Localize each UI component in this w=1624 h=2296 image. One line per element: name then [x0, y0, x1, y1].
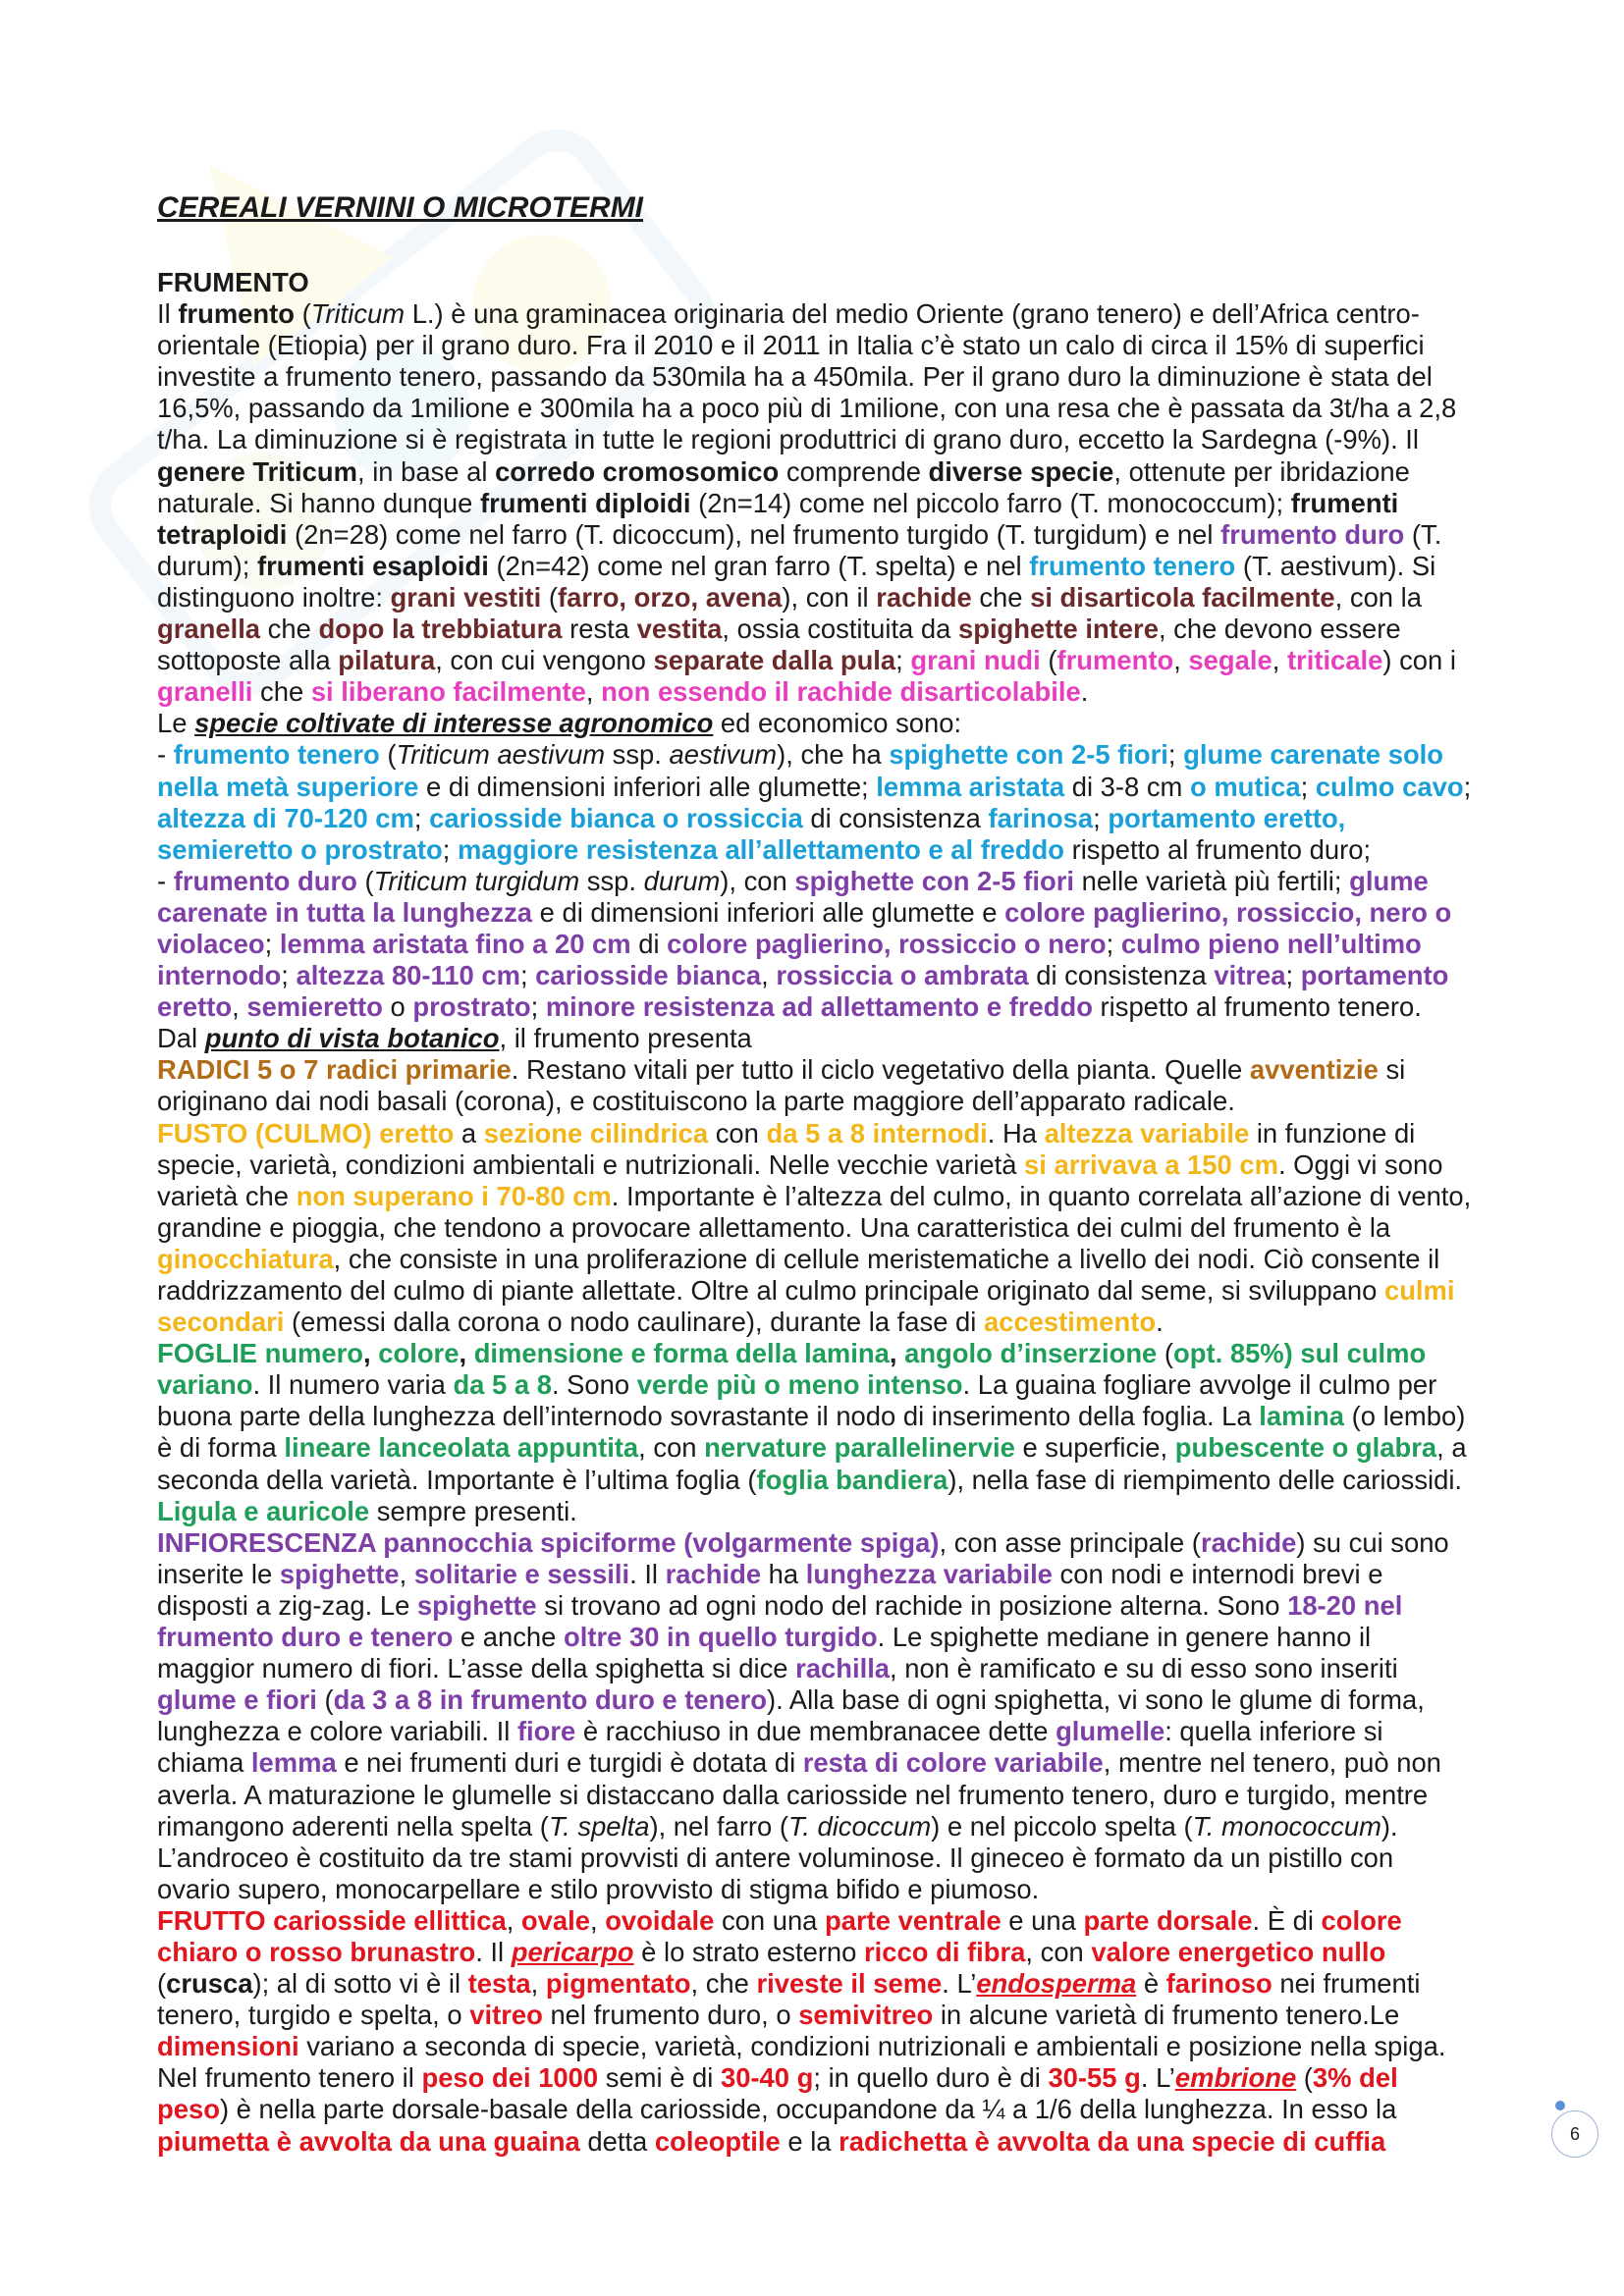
- text-run: FRUTTO cariosside ellittica: [157, 1904, 507, 1936]
- text-run: colore paglierino, rossiccio, nero o violaceo: [157, 896, 1452, 959]
- text-run: e nei frumenti duri e turgidi è dotata di: [336, 1747, 803, 1779]
- text-run: di consistenza: [1028, 960, 1215, 991]
- text-run: nervature parallelinervie: [704, 1432, 1015, 1464]
- text-run: piumetta è avvolta da una guaina: [157, 2125, 580, 2157]
- text-run: ,: [232, 991, 247, 1023]
- text-run: ,: [761, 960, 777, 991]
- text-run: ;: [530, 991, 546, 1023]
- page-title: CEREALI VERNINI O MICROTERMI: [157, 191, 644, 224]
- text-run: aestivum: [669, 739, 778, 771]
- text-run: , ossia costituita da: [722, 614, 958, 645]
- text-run: Triticum: [310, 298, 406, 330]
- text-run: 3% del peso: [157, 2062, 1398, 2125]
- text-run: , ottenute per ibridazione naturale. Si hanno dunque: [157, 455, 1410, 518]
- text-run: si arrivava a 150 cm: [1024, 1148, 1278, 1180]
- text-run: ssp.: [605, 739, 670, 771]
- text-run: avventizie: [1249, 1054, 1379, 1086]
- text-run: coleoptile: [654, 2125, 781, 2157]
- text-run: pericarpo: [511, 1936, 634, 1967]
- text-run: solitarie e sessili: [413, 1558, 630, 1589]
- text-run: -: [157, 865, 174, 896]
- text-run: : quella inferiore si chiama: [157, 1716, 1383, 1779]
- text-run: ,: [585, 676, 602, 708]
- text-run: . È di: [1252, 1904, 1322, 1936]
- paragraph: [157, 866, 1473, 1023]
- text-run: ;: [1463, 771, 1472, 802]
- text-run: che: [252, 676, 311, 708]
- text-run: -: [157, 739, 174, 771]
- text-run: ). L’androceo è costituito da tre stami provvisti di antere voluminose. Il gineceo è formato da un pistillo con ovario supero, monocarpellare e stilo provvisto di stigma bifido e piumoso.: [157, 1810, 1398, 1904]
- text-run: . Restano vitali per tutto il ciclo vegetativo della pianta. Quelle: [511, 1054, 1250, 1086]
- text-run: glume carenate solo nella metà superiore: [157, 739, 1444, 802]
- text-run: ,: [459, 1338, 474, 1369]
- text-run: spighette: [279, 1558, 400, 1589]
- text-run: ;: [519, 960, 536, 991]
- text-run: ) e nel piccolo spelta (: [931, 1810, 1193, 1842]
- text-run: T. spelta: [548, 1810, 650, 1842]
- text-run: segale: [1188, 645, 1272, 676]
- text-run: Le: [157, 708, 195, 739]
- text-run: (: [1296, 2062, 1313, 2094]
- text-run: ; in quello duro è di: [813, 2062, 1049, 2094]
- text-run: frumenti tetraploidi: [157, 487, 1399, 550]
- page-content: [157, 192, 1473, 2158]
- text-run: . La guaina fogliare avvolge il culmo per buona parte della lunghezza dell’internodo sovrastante il nodo di inserimento della foglia. La: [157, 1369, 1437, 1432]
- text-run: . Il: [475, 1936, 512, 1967]
- text-run: di consistenza: [802, 802, 989, 833]
- text-run: (T. durum);: [157, 518, 1442, 581]
- text-run: 30-40 g: [720, 2062, 814, 2094]
- text-run: con nodi e internodi brevi e disposti a zig-zag. Le: [157, 1558, 1383, 1621]
- text-run: semivitreo: [798, 2000, 934, 2031]
- text-run: e la: [780, 2125, 839, 2157]
- text-run: , con cui vengono: [435, 645, 654, 676]
- text-run: resta di colore variabile: [802, 1747, 1104, 1779]
- text-run: Ligula e auricole: [157, 1495, 370, 1526]
- paragraph: [157, 1527, 1473, 1905]
- text-run: ;: [264, 928, 280, 959]
- text-run: ;: [413, 802, 430, 833]
- text-run: ;: [1285, 960, 1301, 991]
- text-run: .: [1156, 1307, 1164, 1338]
- text-run: Triticum turgidum: [373, 865, 580, 896]
- text-run: è: [1136, 1968, 1166, 2000]
- text-run: , mentre nel tenero, può non averla. A maturazione le glumelle si distaccano dalla cariosside nel frumento tenero, duro e turgido, mentre rimangono aderenti nella spelta (: [157, 1747, 1441, 1842]
- text-run: . L’: [942, 1968, 977, 2000]
- text-run: (: [316, 1684, 334, 1716]
- text-run: minore resistenza ad allettamento e freddo: [545, 991, 1093, 1023]
- text-run: colore paglierino, rossiccio o nero: [667, 928, 1107, 959]
- text-run: che: [260, 614, 319, 645]
- section-heading: FRUMENTO: [157, 267, 309, 297]
- text-run: , che devono essere sottoposte alla: [157, 614, 1401, 676]
- text-run: rossiccia o ambrata: [776, 960, 1029, 991]
- text-run: non superano i 70-80 cm: [296, 1180, 612, 1211]
- text-run: maggiore resistenza all’allettamento e al freddo: [457, 833, 1064, 865]
- text-run: .: [1080, 676, 1089, 708]
- text-run: (2n=28) come nel farro (T. dicoccum), nel frumento turgido (T. turgidum) e nel: [287, 518, 1221, 550]
- text-run: L.) è una graminacea originaria del medio Oriente (grano tenero) e dell’Africa centro-orientale (Etiopia) per il grano duro. Fra il 2010 e il 2011 in Italia c’è stato un calo di circa il 15% di superfici investite a frumento tenero, passando da 530mila ha a 450mila. Per il grano duro la diminuzione è stata del 16,5%, passando da 1milione e 300mila ha a poco più di 1milione, con una resa che è passata da 3t/ha a 2,8 t/ha. La diminuzione si è registrata in tutte le regioni produttrici di grano duro, eccetto la Sardegna (-9%). Il: [157, 298, 1457, 455]
- text-run: ;: [281, 960, 297, 991]
- text-run: ginocchiatura: [157, 1243, 334, 1274]
- text-run: , che consiste in una proliferazione di cellule meristematiche a livello dei nodi. Ciò consente il raddrizzamento del culmo di piante allettate. Oltre al culmo principale originato dal seme, si sviluppano: [157, 1243, 1440, 1306]
- text-run: INFIORESCENZA pannocchia spiciforme (volgarmente spiga): [157, 1526, 940, 1558]
- text-run: vestita: [636, 614, 723, 645]
- text-run: ). Alla base di ogni spighetta, vi sono le glume di forma, lunghezza e colore variabili. Il: [157, 1684, 1425, 1747]
- text-run: ;: [1300, 771, 1316, 802]
- text-run: frumento: [178, 298, 295, 330]
- text-run: (: [157, 1968, 167, 2000]
- text-run: dimensioni: [157, 2031, 299, 2062]
- text-run: colore: [378, 1338, 460, 1369]
- text-run: spighette con 2-5 fiori: [889, 739, 1168, 771]
- text-run: ), nella fase di riempimento delle cariossidi.: [947, 1464, 1463, 1495]
- text-run: Triticum aestivum: [396, 739, 606, 771]
- text-run: grani nudi: [910, 645, 1041, 676]
- text-run: ,: [889, 1338, 905, 1369]
- text-run: semieretto: [246, 991, 383, 1023]
- text-run: in funzione di specie, varietà, condizioni ambientali e nutrizionali. Nelle vecchie varietà: [157, 1117, 1416, 1180]
- text-run: . Le spighette mediane in genere hanno il maggior numero di fiori. L’asse della spighetta si dice: [157, 1622, 1372, 1684]
- text-run: ;: [895, 645, 911, 676]
- text-run: detta: [579, 2125, 655, 2157]
- text-run: parte ventrale: [825, 1904, 1001, 1936]
- paragraph: [157, 1338, 1473, 1527]
- text-run: , con: [638, 1432, 705, 1464]
- text-run: embrione: [1174, 2062, 1297, 2094]
- text-run: frumento duro: [173, 865, 357, 896]
- text-run: ssp.: [579, 865, 644, 896]
- text-run: sezione cilindrica: [483, 1117, 709, 1148]
- text-run: portamento eretto: [157, 960, 1449, 1023]
- text-run: glume carenate in tutta la lunghezza: [157, 865, 1429, 928]
- text-run: glume e fiori: [157, 1684, 317, 1716]
- text-run: endosperma: [976, 1968, 1137, 2000]
- text-run: vitrea: [1214, 960, 1286, 991]
- text-run: colore chiaro o rosso brunastro: [157, 1904, 1402, 1967]
- text-run: rachide: [665, 1558, 762, 1589]
- text-run: separate dalla pula: [653, 645, 896, 676]
- text-run: frumenti esaploidi: [256, 550, 489, 581]
- text-run: e anche: [453, 1622, 565, 1653]
- text-run: . Il: [629, 1558, 666, 1589]
- text-run: ); al di sotto vi è il: [252, 1968, 468, 2000]
- text-run: (: [356, 865, 374, 896]
- text-run: non essendo il rachide disarticolabile: [601, 676, 1081, 708]
- text-run: , con la: [1334, 581, 1422, 613]
- text-run: spighette intere: [957, 614, 1159, 645]
- text-run: triticale: [1286, 645, 1383, 676]
- text-run: angolo d’inserzione: [904, 1338, 1158, 1369]
- text-run: o mutica: [1189, 771, 1301, 802]
- text-run: Dal: [157, 1023, 205, 1054]
- text-run: T. monococcum: [1192, 1810, 1381, 1842]
- text-run: in alcune varietà di frumento tenero.Le: [933, 2000, 1400, 2031]
- text-run: parte dorsale: [1083, 1904, 1253, 1936]
- text-run: lemma: [250, 1747, 337, 1779]
- text-run: Il: [157, 298, 179, 330]
- text-run: cariosside bianca: [535, 960, 762, 991]
- paragraph: [157, 1054, 1473, 1117]
- text-run: sul culmo variano: [157, 1338, 1427, 1401]
- text-run: culmi secondari: [157, 1275, 1455, 1338]
- body-text: [157, 298, 1473, 2158]
- text-run: dimensione e forma della lamina: [473, 1338, 890, 1369]
- text-run: dopo la trebbiatura: [318, 614, 563, 645]
- text-run: ,: [1173, 645, 1189, 676]
- text-run: altezza variabile: [1044, 1117, 1250, 1148]
- text-run: prostrato: [412, 991, 531, 1023]
- text-run: testa: [467, 1968, 531, 2000]
- text-run: granella: [157, 614, 261, 645]
- text-run: che: [971, 581, 1031, 613]
- text-run: corredo cromosomico: [495, 455, 780, 487]
- text-run: frumento tenero: [1029, 550, 1236, 581]
- text-run: , in base al: [356, 455, 496, 487]
- text-run: ;: [1093, 802, 1109, 833]
- text-run: , con: [1025, 1936, 1092, 1967]
- text-run: lamina: [1259, 1401, 1345, 1432]
- text-run: , a seconda della varietà. Importante è l’ultima foglia (: [157, 1432, 1467, 1495]
- text-run: e di dimensioni inferiori alle glumette;: [418, 771, 877, 802]
- text-run: . Importante è l’altezza del culmo, in quanto correlata all’azione di vento, grandine e pioggia, che tendono a provocare allettamento. Una caratteristica dei culmi del frumento è la: [157, 1180, 1472, 1243]
- text-run: ,: [399, 1558, 414, 1589]
- text-run: FUSTO (CULMO) eretto: [157, 1117, 455, 1148]
- text-run: . Ha: [987, 1117, 1045, 1148]
- text-run: frumento tenero: [173, 739, 380, 771]
- text-run: . Oggi vi sono varietà che: [157, 1148, 1443, 1211]
- text-run: 18-20 nel frumento duro e tenero: [157, 1589, 1403, 1653]
- text-run: . L’: [1140, 2062, 1175, 2094]
- text-run: resta: [562, 614, 637, 645]
- text-run: glumelle: [1056, 1716, 1165, 1747]
- text-run: (: [379, 739, 397, 771]
- text-run: lineare lanceolata appuntita: [284, 1432, 639, 1464]
- text-run: T. dicoccum: [788, 1810, 932, 1842]
- text-run: culmo pieno nell’ultimo internodo: [157, 928, 1422, 991]
- text-run: rispetto al frumento tenero.: [1092, 991, 1422, 1023]
- paragraph: [157, 1118, 1473, 1339]
- text-run: ), con il: [782, 581, 877, 613]
- text-run: . Sono: [551, 1369, 637, 1401]
- text-run: punto di vista botanico: [204, 1023, 500, 1054]
- text-run: ovoidale: [605, 1904, 715, 1936]
- text-run: (: [1040, 645, 1057, 676]
- text-run: variano a seconda di specie, varietà, condizioni nutrizionali e ambientali e posizione nella spiga. Nel frumento tenero il: [157, 2031, 1446, 2094]
- page-number-dot: [1555, 2101, 1565, 2110]
- text-run: rispetto al frumento duro;: [1063, 833, 1372, 865]
- text-run: altezza di 70-120 cm: [157, 802, 414, 833]
- text-run: ha: [761, 1558, 806, 1589]
- text-run: cariosside bianca o rossiccia: [429, 802, 803, 833]
- text-run: semi è di: [598, 2062, 721, 2094]
- text-run: portamento eretto, semieretto o prostrato: [157, 802, 1346, 865]
- text-run: farinoso: [1165, 1968, 1272, 2000]
- text-run: grani vestiti: [390, 581, 542, 613]
- text-run: accestimento: [983, 1307, 1157, 1338]
- paragraph: [157, 1023, 1473, 1054]
- paragraph: [157, 298, 1473, 708]
- text-run: (2n=14) come nel piccolo farro (T. monococcum);: [690, 487, 1291, 518]
- text-run: (2n=42) come nel gran farro (T. spelta) e nel: [488, 550, 1030, 581]
- text-run: rachide: [1200, 1526, 1297, 1558]
- text-run: durum: [643, 865, 721, 896]
- text-run: ) è nella parte dorsale-basale della cariosside, occupandone da ¼ a 1/6 della lunghezza. In esso la: [219, 2094, 1397, 2125]
- text-run: rachide: [876, 581, 972, 613]
- paragraph: [157, 708, 1473, 739]
- text-run: nel frumento duro, o: [542, 2000, 799, 2031]
- text-run: pubescente o glabra: [1174, 1432, 1437, 1464]
- text-run: da 5 a 8: [453, 1369, 552, 1401]
- text-run: con: [708, 1117, 767, 1148]
- text-run: (: [295, 298, 311, 330]
- text-run: ovale: [520, 1904, 590, 1936]
- text-run: comprende: [779, 455, 929, 487]
- paragraph: [157, 1905, 1473, 2158]
- text-run: si disarticola facilmente: [1030, 581, 1335, 613]
- text-run: lemma aristata fino a 20 cm: [279, 928, 631, 959]
- text-run: radichetta è avvolta da una specie di cuffia: [839, 2125, 1386, 2157]
- text-run: genere Triticum: [157, 455, 357, 487]
- text-run: da 5 a 8 internodi: [766, 1117, 988, 1148]
- text-run: diverse specie: [928, 455, 1114, 487]
- text-run: ,: [589, 1904, 606, 1936]
- text-run: o: [382, 991, 413, 1023]
- text-run: (: [541, 581, 559, 613]
- text-run: ,: [506, 1904, 521, 1936]
- text-run: culmo cavo: [1315, 771, 1464, 802]
- paragraph: [157, 739, 1473, 865]
- text-run: ,: [530, 1968, 546, 2000]
- text-run: ;: [442, 833, 458, 865]
- text-run: si liberano facilmente: [310, 676, 586, 708]
- text-run: 30-55 g: [1048, 2062, 1141, 2094]
- text-run: ), che ha: [777, 739, 890, 771]
- text-run: vitreo: [469, 2000, 543, 2031]
- text-run: pigmentato: [545, 1968, 691, 2000]
- text-run: , con asse principale (: [939, 1526, 1201, 1558]
- text-run: altezza 80-110 cm: [296, 960, 520, 991]
- text-run: è lo strato esterno: [633, 1936, 865, 1967]
- text-run: , il frumento presenta: [499, 1023, 752, 1054]
- text-run: peso dei 1000: [421, 2062, 599, 2094]
- text-run: e superficie,: [1014, 1432, 1175, 1464]
- text-run: spighette: [416, 1589, 537, 1621]
- text-run: frumenti diploidi: [479, 487, 691, 518]
- text-run: farinosa: [988, 802, 1094, 833]
- text-run: lunghezza variabile: [805, 1558, 1053, 1589]
- text-run: da 3 a 8 in frumento duro e tenero: [333, 1684, 767, 1716]
- text-run: di: [630, 928, 668, 959]
- text-run: nelle varietà più fertili;: [1073, 865, 1350, 896]
- text-run: ) su cui sono inserite le: [157, 1526, 1449, 1589]
- text-run: ) con i: [1382, 645, 1456, 676]
- text-run: ,: [1272, 645, 1287, 676]
- text-run: opt. 85%): [1173, 1338, 1293, 1369]
- text-run: pilatura: [338, 645, 436, 676]
- text-run: si trovano ad ogni nodo del rachide in posizione alterna. Sono: [536, 1589, 1288, 1621]
- text-run: ;: [1106, 928, 1121, 959]
- text-run: verde più o meno intenso: [636, 1369, 963, 1401]
- text-run: farro, orzo, avena: [558, 581, 783, 613]
- text-run: granelli: [157, 676, 253, 708]
- text-run: ), con: [720, 865, 795, 896]
- text-run: sempre presenti.: [369, 1495, 577, 1526]
- text-run: ricco di fibra: [864, 1936, 1026, 1967]
- text-run: spighette con 2-5 fiori: [794, 865, 1074, 896]
- text-run: riveste il seme: [756, 1968, 943, 2000]
- text-run: crusca: [166, 1968, 253, 2000]
- text-run: (o lembo) è di forma: [157, 1401, 1466, 1464]
- text-run: (emessi dalla corona o nodo caulinare), durante la fase di: [284, 1307, 984, 1338]
- text-run: foglia bandiera: [756, 1464, 948, 1495]
- text-run: a: [454, 1117, 484, 1148]
- text-run: e di dimensioni inferiori alle glumette e: [532, 896, 1005, 928]
- text-run: ), nel farro (: [649, 1810, 789, 1842]
- text-run: si originano dai nodi basali (corona), e costituiscono la parte maggiore dell’apparato radicale.: [157, 1054, 1406, 1117]
- text-run: lemma aristata: [876, 771, 1065, 802]
- text-run: è racchiuso in due membranacee dette: [575, 1716, 1056, 1747]
- text-run: ,: [363, 1338, 379, 1369]
- text-run: nei frumenti tenero, turgido e spelta, o: [157, 1968, 1421, 2031]
- text-run: , che: [690, 1968, 757, 2000]
- text-run: (T. aestivum). Si distinguono inoltre:: [157, 550, 1436, 613]
- text-run: rachilla: [795, 1653, 891, 1684]
- text-run: . Il numero varia: [252, 1369, 454, 1401]
- text-run: ;: [1167, 739, 1184, 771]
- text-run: , non è ramificato e su di esso sono inseriti: [890, 1653, 1398, 1684]
- text-run: specie coltivate di interesse agronomico: [194, 708, 714, 739]
- text-run: oltre 30 in quello turgido: [564, 1622, 878, 1653]
- text-run: di 3-8 cm: [1064, 771, 1190, 802]
- page-number: 6: [1551, 2110, 1598, 2158]
- text-run: fiore: [516, 1716, 576, 1747]
- text-run: RADICI 5 o 7 radici primarie: [157, 1054, 512, 1086]
- text-run: (: [1157, 1338, 1174, 1369]
- text-run: ed economico sono:: [713, 708, 962, 739]
- text-run: FOGLIE numero: [157, 1338, 364, 1369]
- text-run: frumento duro: [1220, 518, 1405, 550]
- text-run: con una: [714, 1904, 826, 1936]
- text-run: valore energetico nullo: [1091, 1936, 1386, 1967]
- text-run: frumento: [1056, 645, 1174, 676]
- text-run: e una: [1001, 1904, 1084, 1936]
